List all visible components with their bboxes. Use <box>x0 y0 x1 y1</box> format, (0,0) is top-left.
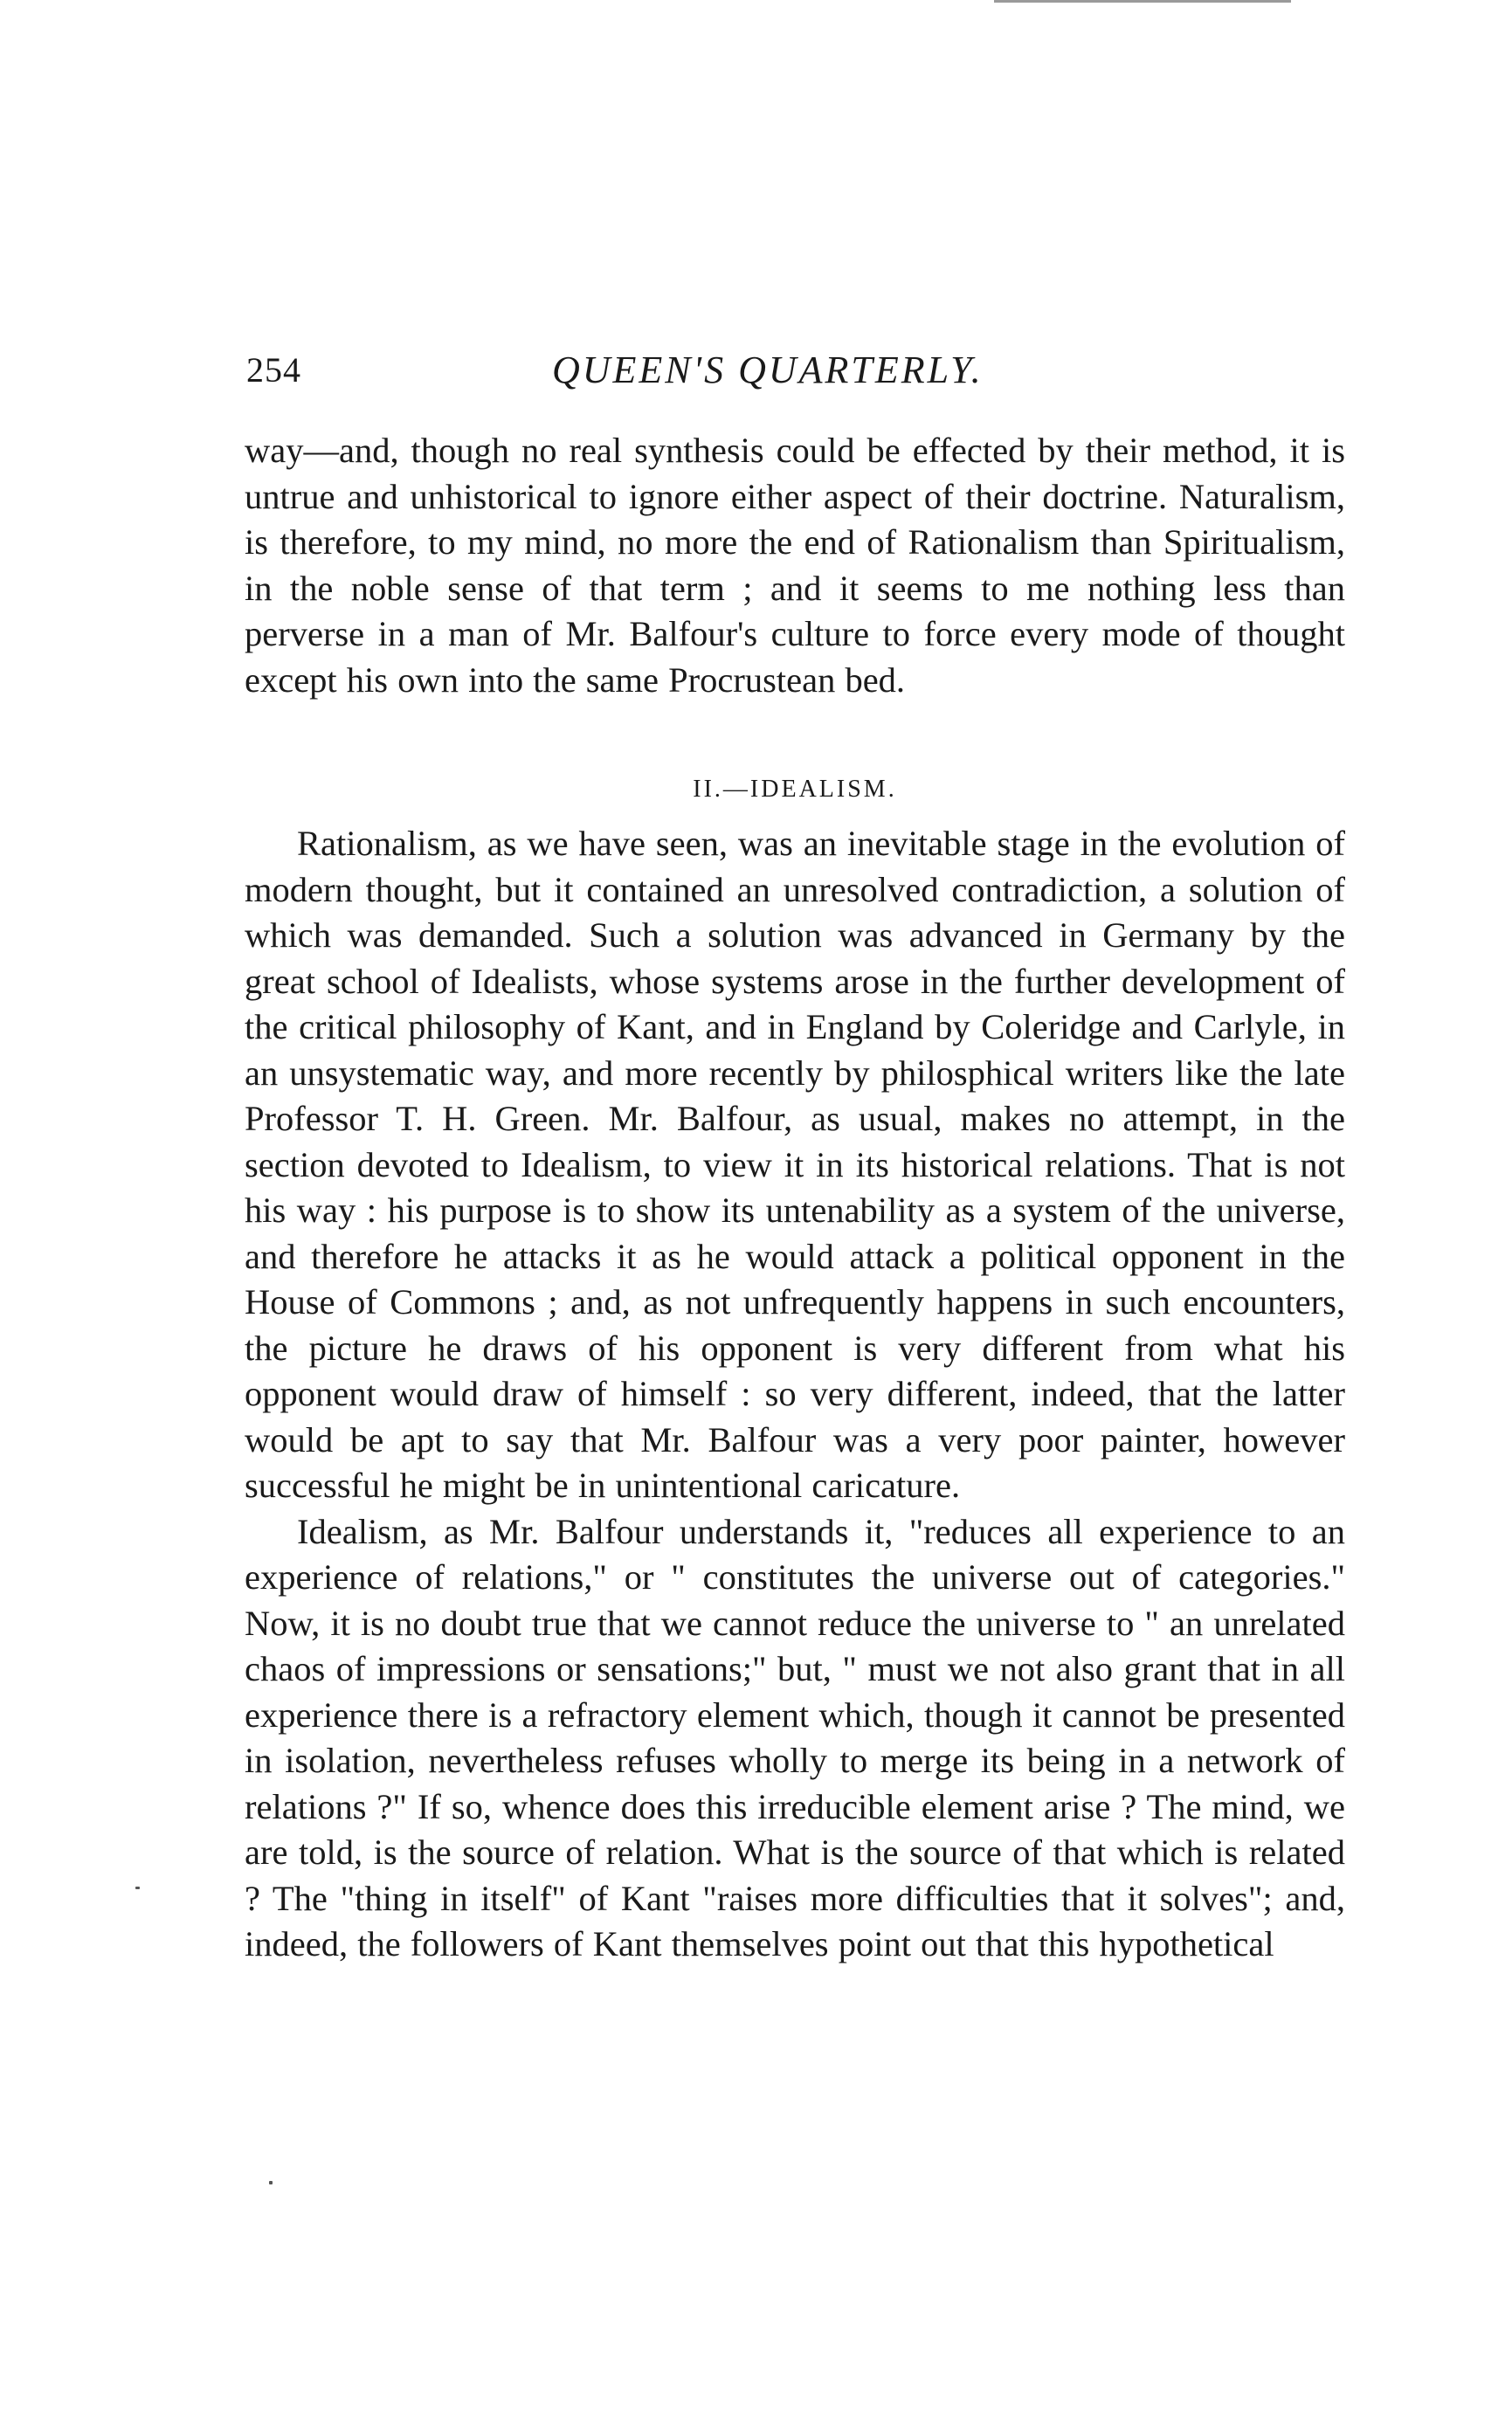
page-header <box>246 339 1347 400</box>
top-edge-rule <box>994 0 1291 3</box>
page-number: 254 <box>246 350 301 390</box>
paragraph-idealism: Idealism, as Mr. Balfour understands it, "reduces all experience to an experience of relations," or " constitutes the universe out of categories." Now, it is no doubt true that we cannot reduce the universe to " an unrelated chaos of impressions or sensations;" but, " must we not also grant that in all experience there is a refractory element which, though it cannot be presented in isolation, nevertheless refuses wholly to merge its being in a network of relations ?" If so, whence does this irreducible element arise ? The mind, we are told, is the source of relation. What is the source of that which is related ? The "thing in itself" of Kant "raises more difficulties that it solves"; and, indeed, the followers of Kant themselves point out that this hypothetical <box>245 1511 1345 1963</box>
paragraph-continuation: way—and, though no real synthesis could be effected by their method, it is untrue and unhistorical to ignore either aspect of their doctrine. Naturalism, is therefore, to my mind, no more the end of Rationalism than Spiritualism, in the noble sense of that term ; and it seems to me nothing less than perverse in a man of Mr. Balfour's culture to force every mode of thought except his own into the same Procrustean bed. <box>245 431 1345 700</box>
text-block-main <box>245 821 1345 1968</box>
margin-speck <box>269 2181 273 2184</box>
text-block-continuation <box>245 428 1345 703</box>
section-heading: II.—IDEALISM. <box>693 776 897 803</box>
paragraph-rationalism: Rationalism, as we have seen, was an inevitable stage in the evolution of modern thought, but it contained an unresolved contradiction, a solution of which was demanded. Such a solution was advanced in Germany by the great school of Idealists, whose systems arose in the further development of the critical philosophy of Kant, and in England by Coleridge and Carlyle, in an unsystematic way, and more recently by philosphical writers like the late Professor T. H. Green. Mr. Balfour, as usual, makes no attempt, in the section devoted to Idealism, to view it in its historical relations. That is not his way : his purpose is to show its untenability as a system of the universe, and therefore he attacks it as he would attack a political opponent in the House of Commons ; and, as not unfrequently happens in such encounters, the picture he draws of his opponent is very different from what his opponent would draw of himself : so very different, indeed, that the latter would be apt to say that Mr. Balfour was a very poor painter, however successful he might be in unintentional caricature. <box>245 824 1345 1505</box>
margin-speck <box>135 1887 140 1889</box>
running-title: QUEEN'S QUARTERLY. <box>552 348 984 391</box>
